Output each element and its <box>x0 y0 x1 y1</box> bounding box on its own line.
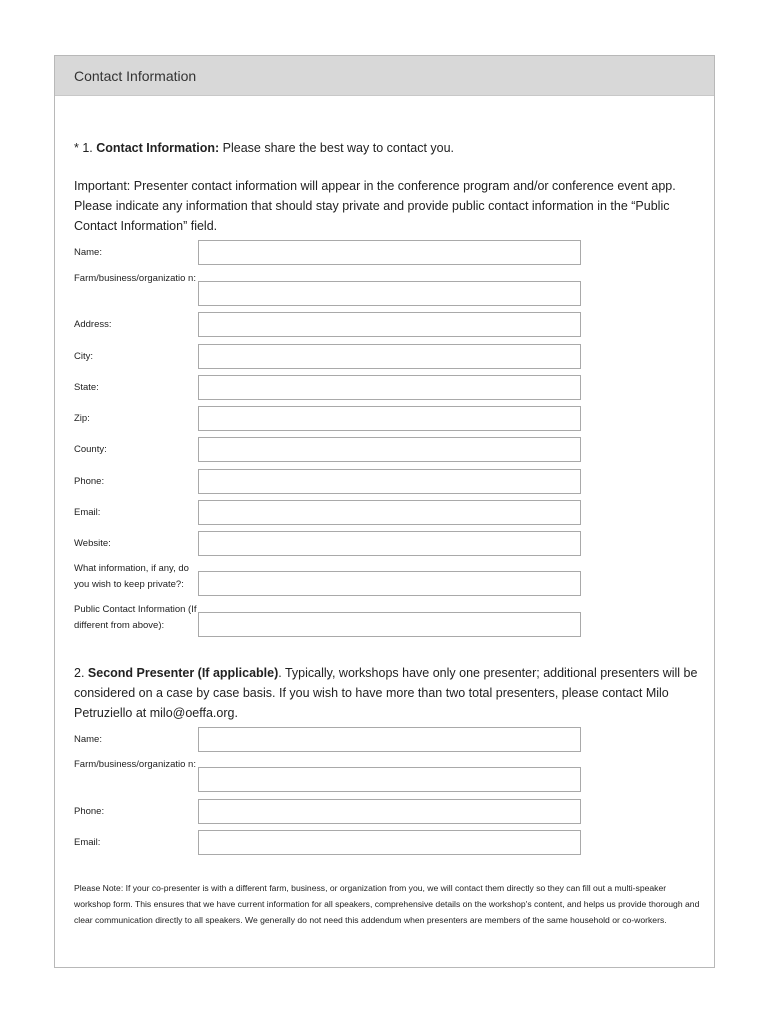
second-email-input[interactable] <box>198 830 581 855</box>
public-contact-label: Public Contact Information (If different from above): <box>74 604 197 631</box>
second-phone-input[interactable] <box>198 799 581 824</box>
question-2-number: 2. <box>74 666 88 680</box>
second-phone-label: Phone: <box>74 806 105 817</box>
county-input[interactable] <box>198 437 581 462</box>
city-input[interactable] <box>198 344 581 369</box>
section-header <box>55 56 714 96</box>
second-name-label: Name: <box>74 734 102 745</box>
zip-label: Zip: <box>74 413 90 424</box>
email-input[interactable] <box>198 500 581 525</box>
website-input[interactable] <box>198 531 581 556</box>
question-1-prompt: Please share the best way to contact you. <box>219 141 455 155</box>
question-2-heading: Second Presenter (If applicable) <box>87 666 279 680</box>
state-label: State: <box>74 382 99 393</box>
name-input[interactable] <box>198 240 581 265</box>
public-contact-input[interactable] <box>198 612 581 637</box>
organization-input[interactable] <box>198 281 581 306</box>
private-info-input[interactable] <box>198 571 581 596</box>
question-1-number: * 1. <box>74 141 97 155</box>
question-2-prompt: . Typically, workshops have only one presenter; additional presenters will be considered on a case by case basis. If you wish to have more than two total presenters, please contact Milo Petruziello at milo@oeffa.org. <box>74 666 698 720</box>
address-label: Address: <box>74 319 112 330</box>
name-label: Name: <box>74 247 102 258</box>
section-title: Contact Information <box>74 68 197 84</box>
question-1-title <box>74 138 704 158</box>
second-organization-input[interactable] <box>198 767 581 792</box>
phone-label: Phone: <box>74 476 105 487</box>
question-1-important-text: Important: Presenter contact information will appear in the conference program and/or conference event app. Please indicate any information that should stay private and provide public contact information in the “Public Contact Information” field. <box>74 179 676 233</box>
second-name-input[interactable] <box>198 727 581 752</box>
question-1-heading: Contact Information: <box>96 141 220 155</box>
city-label: City: <box>74 351 93 362</box>
email-label: Email: <box>74 507 101 518</box>
address-input[interactable] <box>198 312 581 337</box>
phone-input[interactable] <box>198 469 581 494</box>
private-info-label: What information, if any, do you wish to keep private?: <box>74 563 189 590</box>
county-label: County: <box>74 444 107 455</box>
zip-input[interactable] <box>198 406 581 431</box>
second-email-label: Email: <box>74 837 101 848</box>
organization-label: Farm/business/organizatio n: <box>74 273 196 284</box>
question-2-title <box>74 663 704 723</box>
state-input[interactable] <box>198 375 581 400</box>
please-note-text: Please Note: If your co-presenter is with a different farm, business, or organization from you, we will contact them directly so they can fill out a multi-speaker workshop form. This ensures that we have current information for all speakers, comprehensive details on the workshop's content, and helps us provide thorough and clear communication directly to all speakers. We generally do not need this addendum when presenters are members of the same household or co-workers. <box>74 883 700 925</box>
website-label: Website: <box>74 538 111 549</box>
second-organization-label: Farm/business/organizatio n: <box>74 759 196 770</box>
contact-information-card <box>54 55 715 968</box>
